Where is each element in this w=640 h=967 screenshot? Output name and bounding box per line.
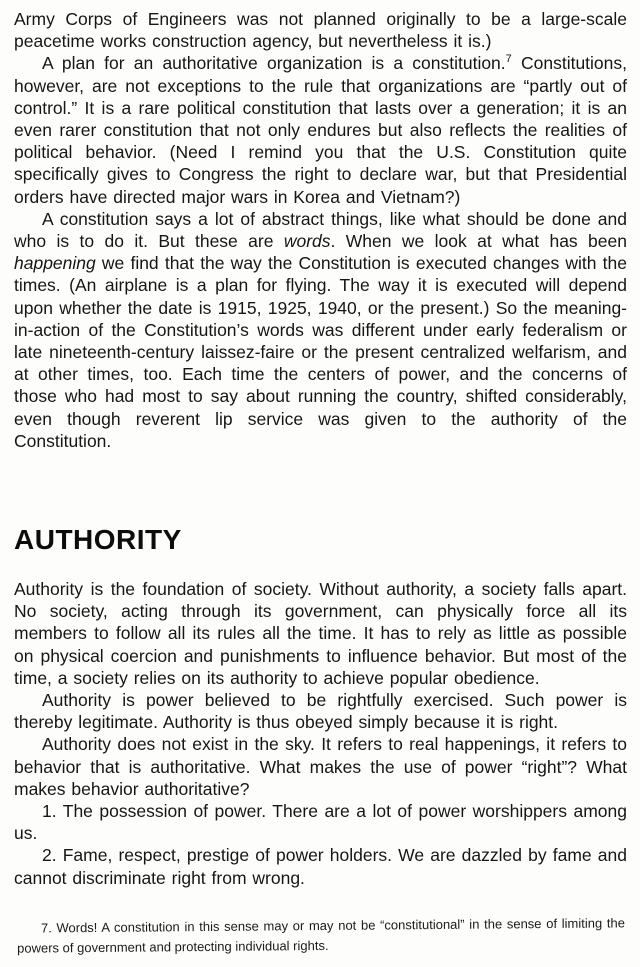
text-segment: A constitution says a lot of abstract things, like what should be done and who is to do it. But these are [14,208,627,252]
paragraph-constitution-words [14,208,627,452]
list-item-possession-of-power: 1. The possession of power. There are a lot of power worshippers among us. [14,801,627,844]
text-segment-after-footnote-ref: Constitutions, however, are not exceptions to the rule that organizations are “partly out of control.” It is a rare political constitution that lasts over a generation; it is an even rarer constitution that not only endures but also reflects the realities of political behavior. (Need I remind you that the U.S. Constitution quite specifically gives to Congress the right to declare war, but that Presidential orders have directed major wars in Korea and Vietnam?) [14,53,627,207]
body-text-top [14,8,627,452]
paragraph-authority-legitimate: Authority is power believed to be rightfully exercised. Such power is thereby legitimate. Authority is thus obeyed simply because it is right. [14,690,627,733]
body-text-main [14,578,627,889]
italic-word-happening: happening [14,253,96,274]
paragraph-authority-foundation: Authority is the foundation of society. Without authority, a society falls apart. No society, acting through its government, can physically force all its members to follow all its rules all the time. It has to rely as little as possible on physical coercion and punishments to influence behavior. But most of the time, a society relies on its authority to achieve popular obedience. [14,579,627,688]
list-item-fame-respect-prestige: 2. Fame, respect, prestige of power holders. We are dazzled by fame and cannot discriminate right from wrong. [14,845,627,888]
section-heading-authority: AUTHORITY [14,524,182,555]
italic-word-words: words [283,231,331,252]
footnote-reference-7: 7 [505,53,512,66]
text-segment: we find that the way the Constitution is executed changes with the times. (An airplane is a plan for flying. The way it is executed will depend upon whether the date is 1915, 1925, 1940, or the present.) So the meaning-in-action of the Constitution’s words was different under early federalism or late nineteenth-century laissez-faire or the present centralized welfarism, and at other times, too. Each time the centers of power, and the concerns of those who had most to say about running the country, shifted considerably, even though reverent lip service was given to the authority of the Constitution. [14,253,627,451]
text-segment-before-footnote-ref: A plan for an authoritative organization is a constitution. [42,53,506,74]
paragraph-constitution-plan [14,52,627,207]
paragraph-army-corps: Army Corps of Engineers was not planned originally to be a large-scale peacetime works construction agency, but nevertheless it is.) [14,9,627,52]
text-segment: . When we look at what has been [330,231,627,252]
paragraph-authority-sky: Authority does not exist in the sky. It refers to real happenings, it refers to behavior that is authoritative. What makes the use of power “right”? What makes behavior authoritative? [14,734,627,799]
footnote-7: 7. Words! A constitution in this sense may or may not be “constitutional” in the sense of limiting the powers of government and protecting individual rights. [17,915,625,956]
